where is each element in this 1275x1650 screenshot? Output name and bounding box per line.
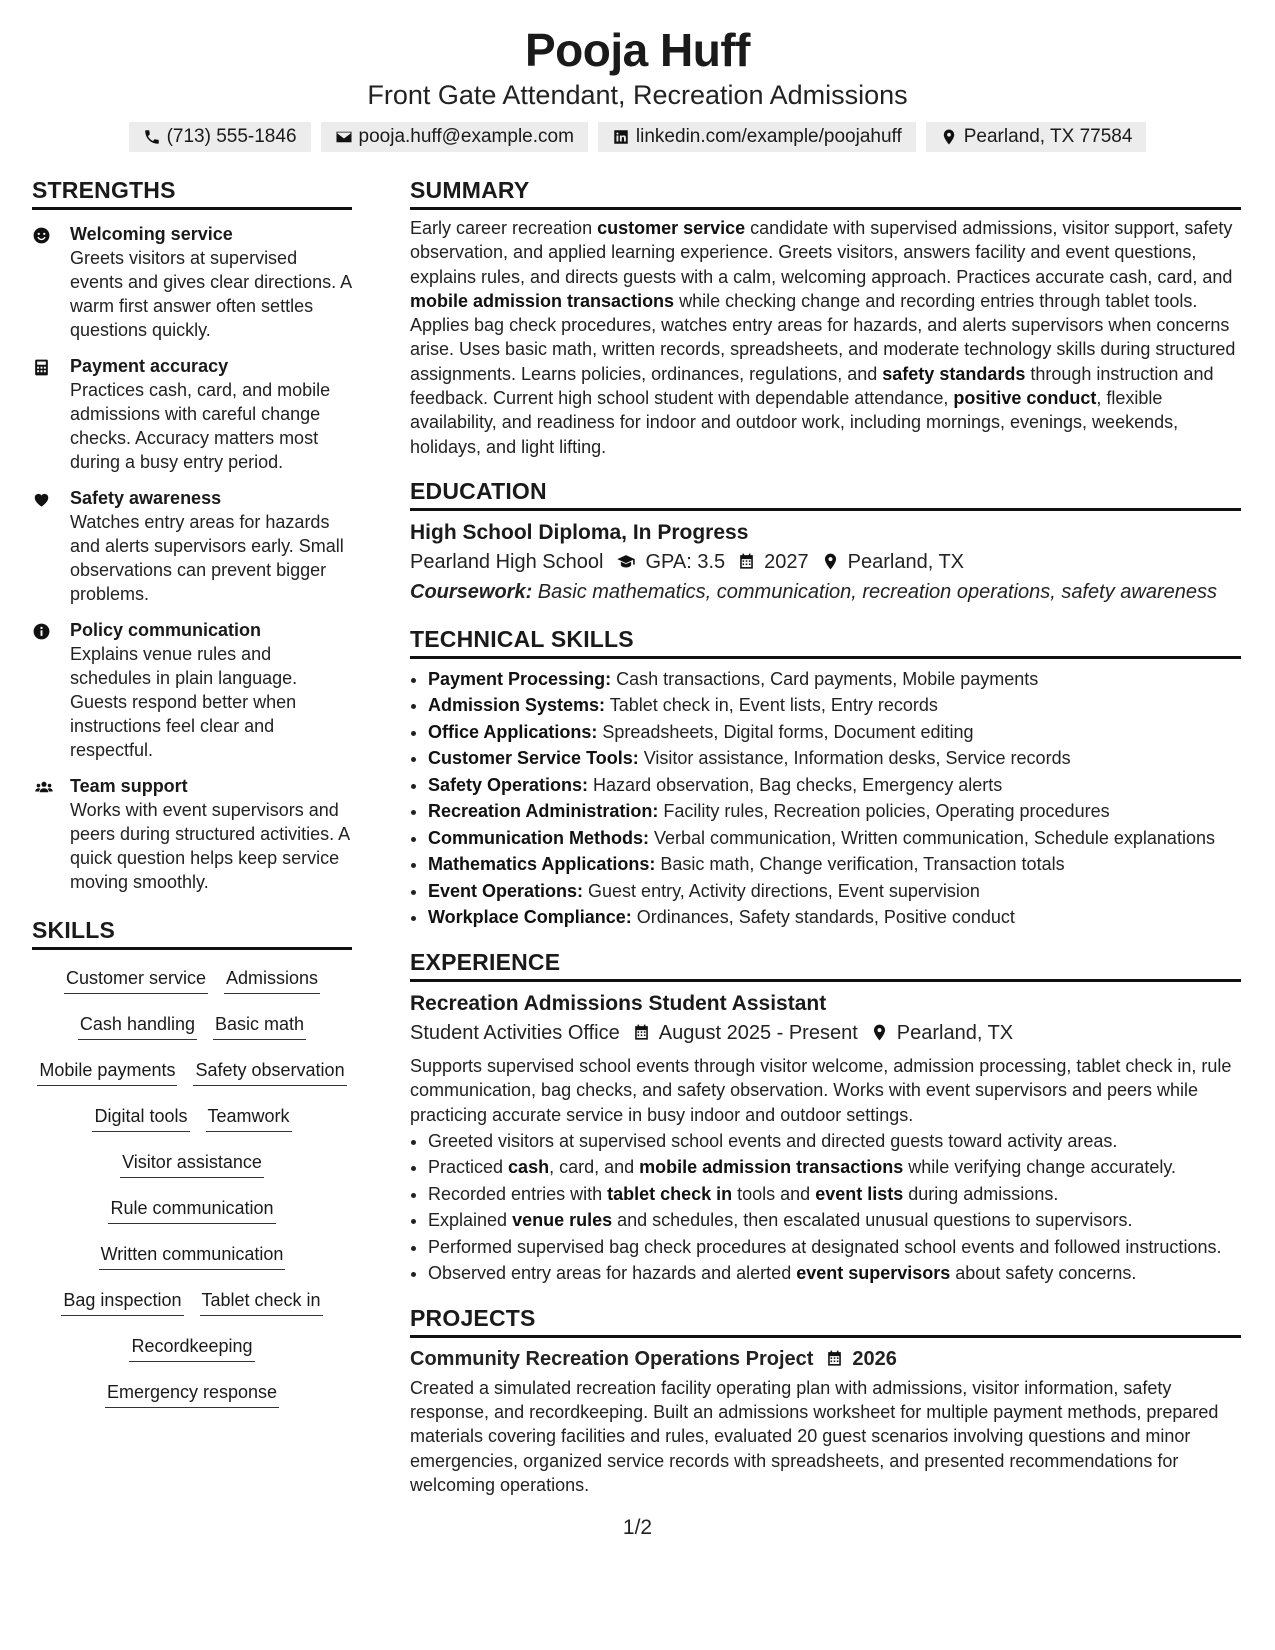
technical-skills-heading: TECHNICAL SKILLS (410, 625, 1241, 659)
job-location: Pearland, TX (896, 1021, 1014, 1044)
text-run: about safety concerns. (950, 1263, 1137, 1284)
strength-item (32, 618, 352, 762)
emphasis-text: event supervisors (796, 1263, 951, 1284)
job-role: Recreation Admissions Student Assistant (410, 991, 827, 1015)
skill-tag: Digital tools (92, 1102, 189, 1132)
skill-values: Basic math, Change verification, Transaction totals (655, 854, 1065, 875)
project-year: 2026 (852, 1347, 897, 1370)
experience-heading: EXPERIENCE (410, 948, 1241, 982)
skill-values: Hazard observation, Bag checks, Emergency alerts (588, 774, 1003, 795)
strength-item (32, 354, 352, 474)
phone-icon (143, 128, 161, 146)
strength-desc: Practices cash, card, and mobile admissions with careful change checks. Accuracy matters most during a busy entry period. (70, 380, 331, 472)
skill-category: Recreation Administration: (428, 801, 659, 822)
emphasis-text: customer service (597, 218, 746, 238)
experience-meta (410, 1018, 1241, 1048)
linkedin-text: linkedin.com/example/poojahuff (635, 126, 902, 147)
school-name: Pearland High School (410, 550, 604, 573)
smile-icon (32, 226, 51, 245)
list-item (428, 773, 1241, 798)
left-column (32, 176, 352, 1515)
strength-desc: Works with event supervisors and peers during structured activities. A quick question helps keep service moving smoothly. (70, 800, 350, 892)
list-item (428, 1208, 1241, 1233)
strength-title: Payment accuracy (70, 356, 229, 376)
skills-heading: SKILLS (32, 916, 352, 950)
skill-tag: Recordkeeping (129, 1332, 254, 1362)
coursework-label: Coursework: (410, 580, 533, 603)
job-organization: Student Activities Office (410, 1021, 620, 1044)
heart-icon (32, 490, 51, 509)
skill-tag: Written communication (99, 1240, 286, 1270)
text-run: during admissions. (903, 1183, 1059, 1204)
skill-values: Guest entry, Activity directions, Event supervision (583, 880, 980, 901)
technical-skills-section (410, 625, 1241, 930)
education-heading: EDUCATION (410, 477, 1241, 511)
skill-category: Mathematics Applications: (428, 854, 656, 875)
strengths-section (32, 176, 352, 894)
technical-skills-list (410, 667, 1241, 930)
strength-item (32, 486, 352, 606)
projects-section (410, 1304, 1241, 1497)
contact-linkedin[interactable] (598, 122, 916, 152)
resume-body (32, 176, 1243, 1515)
projects-heading: PROJECTS (410, 1304, 1241, 1338)
strength-item (32, 222, 352, 342)
skill-tag: Teamwork (206, 1102, 292, 1132)
coursework (410, 577, 1241, 607)
map-pin-icon (821, 552, 840, 571)
strength-item (32, 774, 352, 894)
location-text: Pearland, TX 77584 (963, 126, 1133, 147)
skill-values: Tablet check in, Event lists, Entry records (605, 695, 938, 716)
gpa-value: GPA: 3.5 (645, 550, 726, 573)
skill-values: Facility rules, Recreation policies, Operating procedures (658, 801, 1110, 822)
list-item (428, 1155, 1241, 1180)
emphasis-text: venue rules (512, 1210, 613, 1231)
strength-title: Policy communication (70, 620, 262, 640)
text-run: , flexible availability, and readiness for indoor and outdoor work, including mornings, evenings, weekends, holidays, and light lifting. (410, 388, 1179, 457)
list-item (428, 879, 1241, 904)
contact-location (926, 122, 1147, 152)
emphasis-text: cash (508, 1157, 550, 1178)
education-location: Pearland, TX (847, 550, 965, 573)
calculator-icon (32, 358, 51, 377)
page-number: 1/2 (622, 1516, 653, 1539)
text-run: candidate with supervised admissions, visitor support, safety observation, and applied learning experience. Greets visitors, answers facility and event questions, explains rules, and directs guests with a calm, welcoming approach. Practices accurate cash, card, and (410, 218, 1233, 287)
graduation-year: 2027 (764, 550, 809, 573)
strength-title: Team support (70, 776, 188, 796)
list-item (428, 1129, 1241, 1154)
text-run: Observed entry areas for hazards and alerted (428, 1263, 797, 1284)
text-run: Greeted visitors at supervised school events and directed guests toward activity areas. (428, 1130, 1118, 1151)
text-run: while verifying change accurately. (903, 1157, 1177, 1178)
skill-tag: Basic math (213, 1010, 306, 1040)
skill-values: Verbal communication, Written communication, Schedule explanations (649, 827, 1215, 848)
phone-text: (713) 555-1846 (166, 126, 297, 147)
skill-values: Visitor assistance, Information desks, Service records (638, 748, 1071, 769)
skill-values: Ordinances, Safety standards, Positive conduct (631, 907, 1015, 928)
calendar-icon (737, 552, 756, 571)
skill-tag: Emergency response (105, 1378, 279, 1408)
text-run: Practiced (428, 1157, 509, 1178)
skill-category: Communication Methods: (428, 827, 649, 848)
list-item (428, 720, 1241, 745)
emphasis-text: mobile admission transactions (410, 290, 675, 311)
strength-title: Safety awareness (70, 488, 222, 508)
skill-tag: Tablet check in (200, 1286, 323, 1316)
calendar-icon (632, 1023, 651, 1042)
linkedin-icon (612, 128, 630, 146)
emphasis-text: positive conduct (953, 388, 1097, 409)
skill-tag: Admissions (224, 964, 320, 994)
skill-tag: Rule communication (108, 1194, 275, 1224)
list-item (428, 826, 1241, 851)
team-icon (32, 778, 56, 797)
skill-category: Admission Systems: (428, 695, 606, 716)
skill-category: Office Applications: (428, 721, 598, 742)
contact-phone[interactable] (129, 122, 311, 152)
text-run: Explained (428, 1210, 513, 1231)
skills-section (32, 916, 352, 1408)
info-icon (32, 622, 51, 641)
skill-tag: Safety observation (193, 1056, 346, 1086)
contact-email[interactable] (321, 122, 588, 152)
candidate-title: Front Gate Attendant, Recreation Admissions (367, 80, 908, 110)
skill-category: Workplace Compliance: (428, 907, 632, 928)
skill-tag: Customer service (64, 964, 208, 994)
job-summary: Supports supervised school events through visitor welcome, admission processing, tablet check in, rule communication, bag checks, and safety observation. Works with event supervisors and peers while practicing accurate service in busy indoor and outdoor settings. (410, 1055, 1232, 1125)
experience-bullets (410, 1129, 1241, 1286)
skill-category: Customer Service Tools: (428, 748, 639, 769)
list-item (428, 693, 1241, 718)
list-item (428, 667, 1241, 692)
summary-section (410, 176, 1241, 459)
skill-tag: Mobile payments (37, 1056, 177, 1086)
list-item (428, 1235, 1241, 1260)
graduation-cap-icon (615, 552, 637, 571)
text-run: tools and (732, 1183, 816, 1204)
skill-tag: Bag inspection (61, 1286, 183, 1316)
calendar-icon (825, 1349, 844, 1368)
candidate-name: Pooja Huff (525, 24, 750, 76)
emphasis-text: safety standards (882, 363, 1026, 384)
right-column (410, 176, 1241, 1515)
skill-category: Payment Processing: (428, 668, 612, 689)
strengths-list (32, 222, 352, 894)
skill-category: Event Operations: (428, 880, 584, 901)
strengths-heading: STRENGTHS (32, 176, 352, 210)
strength-desc: Greets visitors at supervised events and gives clear directions. A warm first answer often settles questions quickly. (70, 248, 352, 340)
education-section (410, 477, 1241, 607)
list-item (428, 1182, 1241, 1207)
project-description: Created a simulated recreation facility operating plan with admissions, visitor information, safety response, and recordkeeping. Built an admissions worksheet for multiple payment methods, prepared materials covering facilities and rules, evaluated 20 guest scenarios involving questions and minor emergencies, organized service records with spreadsheets, and presented recommendations for welcoming operations. (410, 1377, 1219, 1496)
summary-heading: SUMMARY (410, 176, 1241, 210)
list-item (428, 1261, 1241, 1286)
skills-list (32, 964, 352, 1408)
project-title: Community Recreation Operations Project (410, 1347, 814, 1370)
degree-title: High School Diploma, In Progress (410, 520, 749, 544)
emphasis-text: event lists (815, 1183, 904, 1204)
list-item (428, 905, 1241, 930)
text-run: Performed supervised bag check procedures at designated school events and followed instructions. (428, 1236, 1222, 1257)
strength-title: Welcoming service (70, 224, 233, 244)
education-meta (410, 547, 1241, 577)
map-pin-icon (940, 128, 958, 146)
text-run: , card, and (549, 1157, 640, 1178)
strength-desc: Watches entry areas for hazards and alerts supervisors early. Small observations can prevent bigger problems. (70, 512, 344, 604)
experience-section (410, 948, 1241, 1286)
emphasis-text: tablet check in (607, 1183, 733, 1204)
job-dates: August 2025 - Present (658, 1021, 858, 1044)
skill-category: Safety Operations: (428, 774, 589, 795)
contact-bar (0, 122, 1275, 152)
skill-tag: Visitor assistance (120, 1148, 264, 1178)
envelope-icon (335, 128, 353, 146)
summary-text (410, 216, 1241, 459)
text-run: Early career recreation (410, 218, 598, 238)
list-item (428, 746, 1241, 771)
skill-tag: Cash handling (78, 1010, 197, 1040)
strength-desc: Explains venue rules and schedules in plain language. Guests respond better when instructions feel clear and respectful. (70, 644, 298, 760)
text-run: Recorded entries with (428, 1183, 608, 1204)
emphasis-text: mobile admission transactions (639, 1157, 904, 1178)
skill-values: Cash transactions, Card payments, Mobile payments (611, 668, 1039, 689)
text-run: while checking change and recording entries through tablet tools. Applies bag check procedures, watches entry areas for hazards, and alerts supervisors when concerns arise. Uses basic math, written records, spreadsheets, and moderate technology skills during structured assignments. Learns policies, ordinances, regulations, and (410, 290, 1236, 384)
text-run: and schedules, then escalated unusual questions to supervisors. (612, 1210, 1133, 1231)
text-run: through instruction and feedback. Current high school student with dependable attendance, (410, 363, 1214, 409)
list-item (428, 799, 1241, 824)
skill-values: Spreadsheets, Digital forms, Document editing (597, 721, 974, 742)
map-pin-icon (870, 1023, 889, 1042)
coursework-text: Basic mathematics, communication, recreation operations, safety awareness (532, 580, 1218, 603)
list-item (428, 852, 1241, 877)
project-header (410, 1344, 1241, 1374)
email-text: pooja.huff@example.com (358, 126, 574, 147)
resume-header (0, 0, 1275, 152)
